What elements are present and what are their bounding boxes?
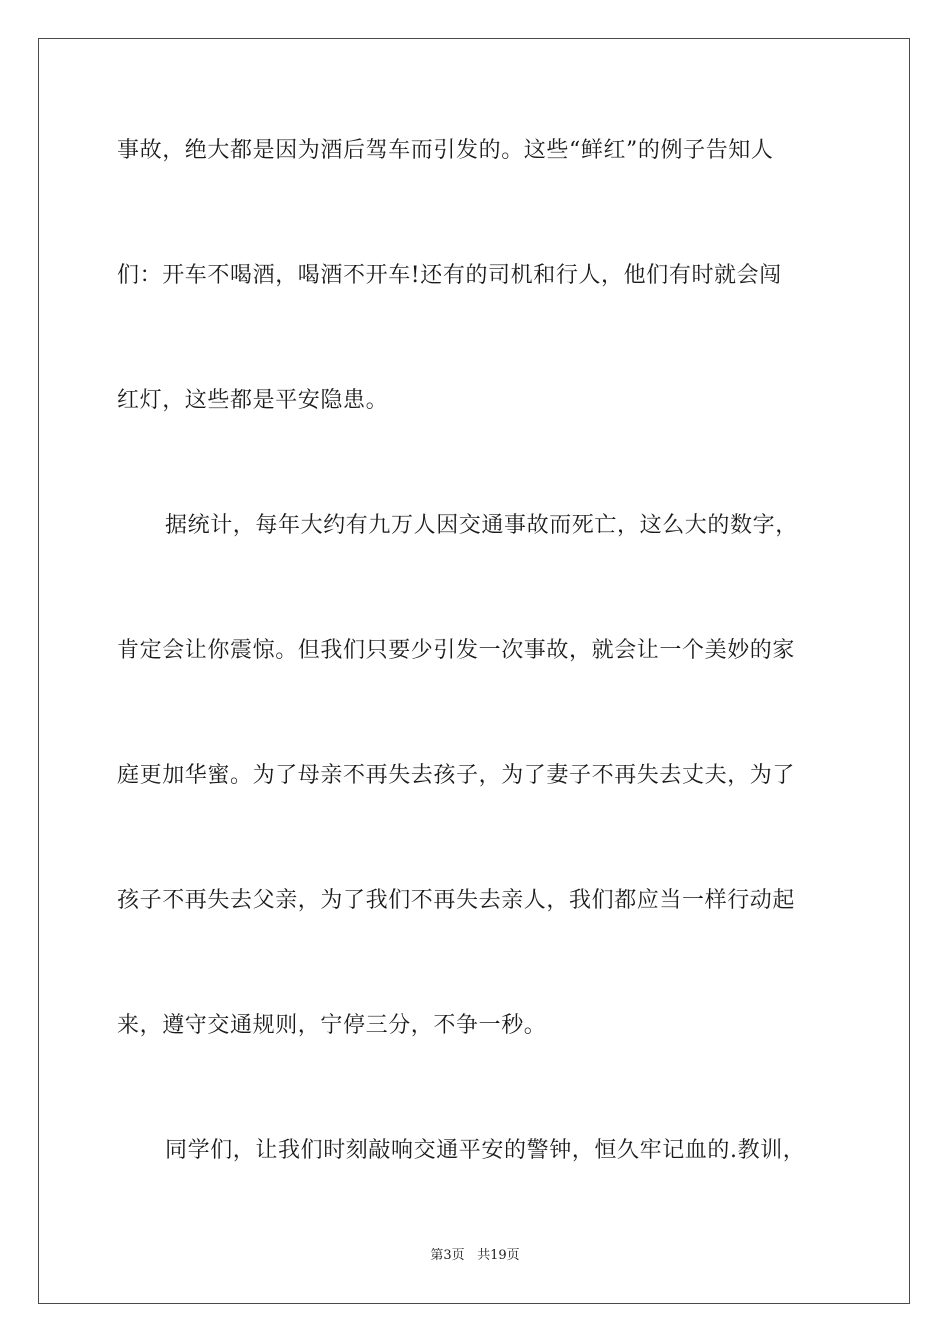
page-border bbox=[38, 38, 910, 1304]
body-line-9: 同学们，让我们时刻敲响交通平安的警钟，恒久牢记血的.教训， bbox=[165, 1138, 806, 1163]
page-number: 第3页 bbox=[430, 1248, 465, 1263]
body-line-4: 据统计，每年大约有九万人因交通事故而死亡，这么大的数字， bbox=[165, 513, 798, 538]
body-line-6: 庭更加华蜜。为了母亲不再失去孩子，为了妻子不再失去丈夫，为了 bbox=[117, 763, 796, 788]
body-line-2: 们：开车不喝酒，喝酒不开车!还有的司机和行人，他们有时就会闯 bbox=[117, 263, 782, 288]
body-line-1: 事故，绝大都是因为酒后驾车而引发的。这些“鲜红”的例子告知人 bbox=[117, 138, 774, 163]
body-line-3: 红灯，这些都是平安隐患。 bbox=[117, 388, 389, 413]
body-line-5: 肯定会让你震惊。但我们只要少引发一次事故，就会让一个美妙的家 bbox=[117, 638, 796, 663]
body-line-7: 孩子不再失去父亲，为了我们不再失去亲人，我们都应当一样行动起 bbox=[117, 888, 796, 913]
page-total: 共19页 bbox=[477, 1248, 520, 1263]
page-footer bbox=[0, 1247, 950, 1265]
body-line-8: 来，遵守交通规则，宁停三分，不争一秒。 bbox=[117, 1013, 547, 1038]
